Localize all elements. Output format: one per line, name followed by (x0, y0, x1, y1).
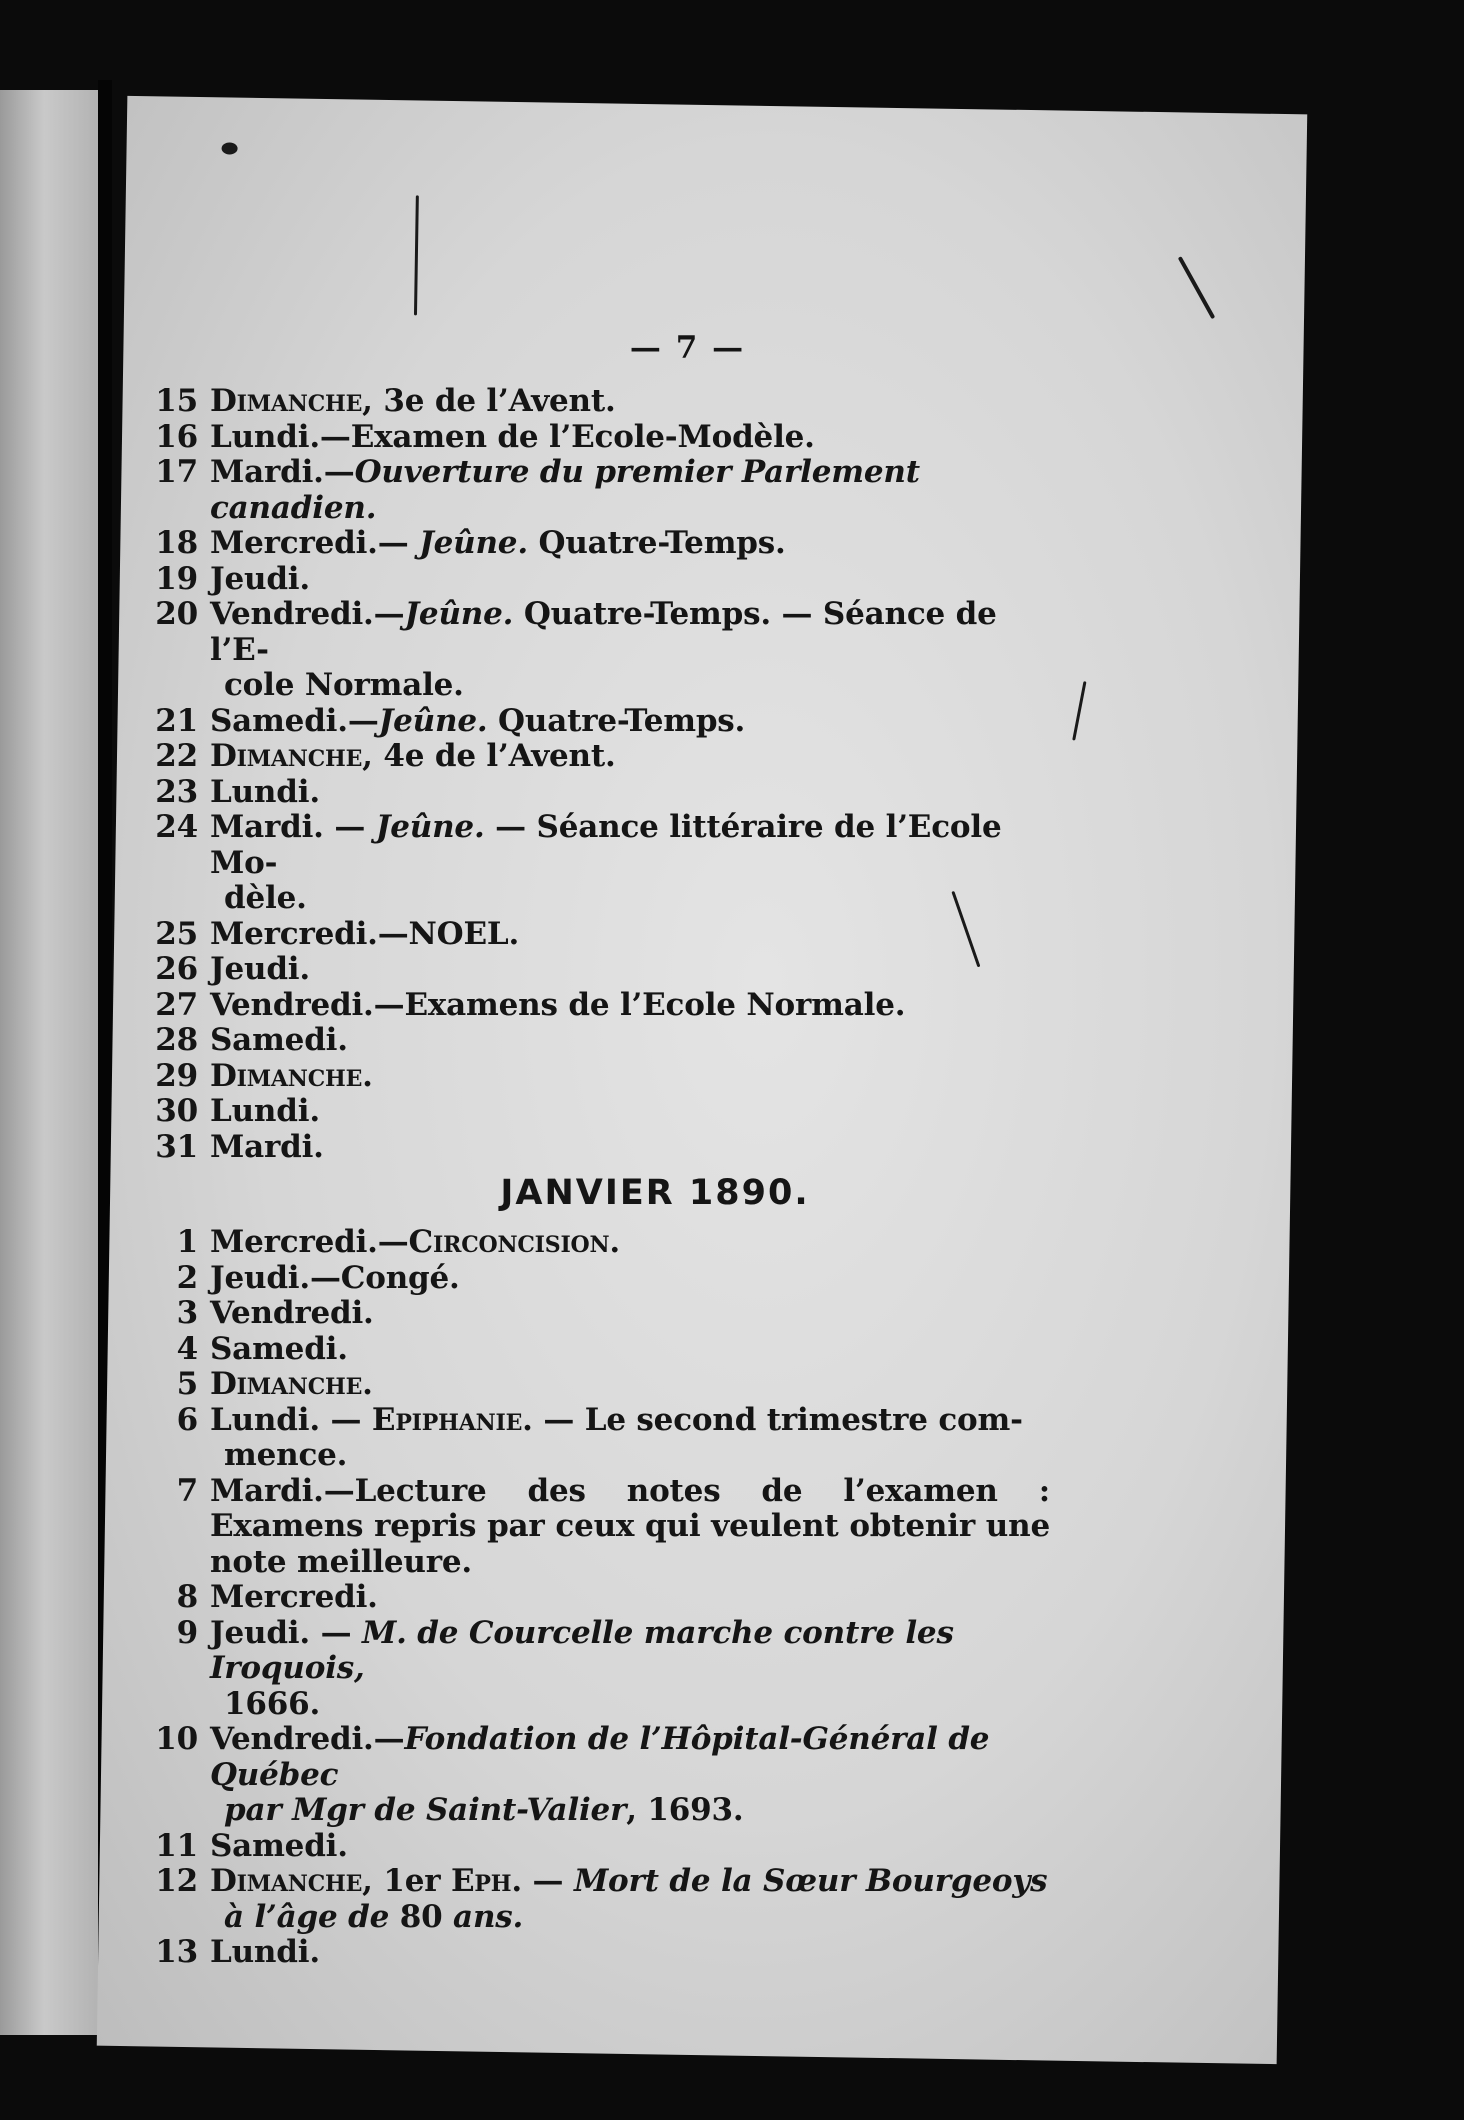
entry-body (210, 1225, 1050, 1261)
entry-text-run: Vendredi.— (210, 596, 405, 632)
entry-body (210, 562, 1050, 598)
entry-text-run: , 3e de l’Avent. (362, 383, 616, 419)
entry-text-run: Lundi. (210, 773, 320, 810)
entry-text-run: Mercredi.— (210, 525, 420, 561)
entry-text-run: Lundi. (210, 1093, 320, 1129)
entry-body (210, 1722, 1050, 1829)
entry-text-run: Samedi. (210, 1022, 348, 1058)
entry-text-run: Dimanche. (210, 1366, 373, 1402)
entry-body (210, 1474, 1050, 1581)
entry-text-run: Quatre-Temps. (527, 525, 786, 561)
entry-text-run: Dimanche. (210, 1057, 373, 1094)
calendar-entry (150, 1722, 1050, 1829)
calendar-entry (150, 1580, 1050, 1616)
entry-text-run: à l’âge de (224, 1898, 400, 1935)
calendar-entry (150, 1403, 1050, 1474)
day-number: 2 (176, 1259, 198, 1296)
day-number: 11 (155, 1827, 198, 1864)
day-number: 12 (155, 1863, 198, 1899)
entry-text-run: Mort de la Sœur Bourgeoys (573, 1863, 1048, 1899)
calendar-entry (150, 1225, 1050, 1261)
calendar-entry (150, 455, 1050, 526)
entry-text-run: Circoncision. (408, 1224, 621, 1260)
day-number: 17 (155, 454, 198, 490)
entry-text-run: Lundi. — (210, 1401, 372, 1438)
entry-text-run: Dimanche (210, 1863, 363, 1899)
calendar-entry (150, 952, 1050, 988)
calendar-entry (150, 1474, 1050, 1581)
entry-text-run: Quatre-Temps. — Séance de l’E- (210, 596, 997, 668)
calendar-entry (150, 1935, 1050, 1971)
entry-body (210, 1935, 1050, 1971)
calendar-entry (150, 562, 1050, 598)
page-content (150, 215, 1050, 1971)
entry-text-run: Mardi. — (210, 809, 376, 845)
calendar-entry (150, 420, 1050, 456)
december-list (150, 384, 1050, 1165)
entry-body (210, 384, 1050, 420)
entry-body (210, 597, 1050, 704)
entry-body (210, 1130, 1050, 1166)
entry-body (210, 1864, 1050, 1935)
ink-speck (1072, 681, 1086, 740)
day-number: 20 (155, 596, 198, 632)
calendar-entry (150, 775, 1050, 811)
day-number: 1 (176, 1224, 198, 1260)
entry-body (210, 1829, 1050, 1865)
day-number: 22 (155, 738, 198, 774)
day-number: 4 (176, 1330, 198, 1367)
entry-body (210, 952, 1050, 988)
ink-speck (221, 142, 237, 154)
calendar-entry (150, 704, 1050, 740)
entry-text-run: Samedi. (210, 1330, 348, 1367)
ink-speck (1178, 256, 1216, 319)
calendar-entry (150, 597, 1050, 704)
entry-text-run: — (521, 1863, 574, 1899)
day-number: 26 (155, 951, 198, 987)
entry-text-run: par Mgr de Saint-Valier (224, 1792, 627, 1828)
entry-text-run: Jeudi.—Congé. (210, 1259, 460, 1296)
day-number: 23 (155, 773, 198, 810)
entry-text-run: Samedi.— (210, 702, 379, 739)
calendar-entry (150, 1296, 1050, 1332)
day-number: 3 (176, 1295, 198, 1331)
entry-text-run: — Séance littéraire de l’Ecole Mo- (210, 809, 1002, 881)
calendar-entry (150, 1023, 1050, 1059)
january-list (150, 1225, 1050, 1971)
calendar-entry (150, 1367, 1050, 1403)
entry-text-run: Lundi.—Examen de l’Ecole-Modèle. (210, 418, 815, 455)
entry-body (210, 1616, 1050, 1723)
entry-text-run: Vendredi.— (210, 1721, 405, 1757)
entry-body (210, 1580, 1050, 1616)
entry-text-run: Ouverture du premier Parlement canadien. (210, 454, 920, 526)
calendar-entry (150, 810, 1050, 917)
entry-text-run: Jeûne. (404, 596, 514, 632)
entry-continuation (210, 1900, 1050, 1936)
day-number: 27 (155, 986, 198, 1023)
calendar-entry (150, 988, 1050, 1024)
entry-text-run: Jeûne. (378, 702, 488, 739)
entry-continuation: dèle. (224, 880, 307, 916)
entry-text-run: Jeudi. (210, 560, 310, 597)
entry-continuation: cole Normale. (224, 667, 464, 703)
day-number: 31 (155, 1128, 198, 1165)
entry-text-run: Mercredi.— (210, 1224, 409, 1260)
day-number: 7 (176, 1472, 198, 1509)
entry-body (210, 1403, 1050, 1474)
entry-text-run: , 1er (362, 1863, 451, 1899)
entry-text-run: Mercredi. (210, 1579, 378, 1615)
facing-page-edge (0, 90, 98, 2035)
calendar-entry (150, 384, 1050, 420)
entry-text-run: , 1693. (626, 1792, 744, 1828)
calendar-entry (150, 1261, 1050, 1297)
day-number: 28 (155, 1022, 198, 1058)
day-number: 21 (155, 702, 198, 739)
entry-text-run: — Le second trimestre com- (532, 1401, 1023, 1438)
entry-body (210, 988, 1050, 1024)
entry-body (210, 1059, 1050, 1095)
day-number: 24 (155, 809, 198, 845)
day-number: 13 (155, 1934, 198, 1970)
entry-body (210, 775, 1050, 811)
entry-text-run: Epiphanie. (371, 1401, 533, 1438)
entry-text-run: Fondation de l’Hôpital-Général de Québec (210, 1721, 990, 1793)
entry-text-run: Lundi. (210, 1934, 320, 1970)
day-number: 8 (176, 1579, 198, 1615)
entry-text-run: Dimanche (210, 383, 363, 419)
month-heading: JANVIER 1890. (500, 1173, 810, 1213)
calendar-entry (150, 917, 1050, 953)
day-number: 5 (176, 1366, 198, 1402)
entry-continuation: mence. (224, 1437, 348, 1473)
day-number: 25 (155, 915, 198, 952)
day-number: 9 (176, 1614, 198, 1651)
calendar-entry (150, 1616, 1050, 1723)
calendar-entry (150, 1864, 1050, 1935)
entry-body (210, 1261, 1050, 1297)
day-number: 18 (155, 525, 198, 561)
entry-body (210, 1094, 1050, 1130)
entry-text-run: Samedi. (210, 1827, 348, 1864)
entry-text-run: , 4e de l’Avent. (362, 738, 616, 774)
calendar-entry (150, 1059, 1050, 1095)
entry-text-run: Dimanche (210, 738, 363, 774)
entry-text-run: Mercredi.—NOEL. (210, 915, 520, 952)
entry-body (210, 704, 1050, 740)
entry-body (210, 420, 1050, 456)
entry-body (210, 526, 1050, 562)
entry-text-run: Eph. (450, 1863, 522, 1899)
entry-continuation (210, 1793, 1050, 1829)
entry-text-run: 80 (399, 1898, 443, 1935)
entry-body (210, 1296, 1050, 1332)
entry-body (210, 739, 1050, 775)
entry-text-run: Jeûne. (375, 809, 485, 845)
entry-text-run: Jeudi. (210, 951, 310, 987)
entry-text-run: M. de Courcelle marche contre les Iroquois, (210, 1614, 954, 1686)
entry-text-run: Mardi.—Lecture des notes de l’examen : Examens repris par ceux qui veulent obtenir une note meilleure. (210, 1472, 1050, 1580)
day-number: 29 (155, 1057, 198, 1094)
calendar-entry (150, 1829, 1050, 1865)
day-number: 15 (155, 383, 198, 419)
day-number: 19 (155, 560, 198, 597)
entry-text-run: Mardi.— (210, 454, 355, 490)
entry-text-run: Mardi. (210, 1128, 324, 1165)
day-number: 6 (176, 1401, 198, 1438)
entry-text-run: ans. (442, 1898, 524, 1935)
day-number: 30 (155, 1093, 198, 1129)
calendar-entry (150, 1130, 1050, 1166)
day-number: 10 (155, 1721, 198, 1757)
page-number: — 7 — (629, 330, 746, 366)
entry-body (210, 810, 1050, 917)
entry-body (210, 917, 1050, 953)
entry-text-run: Vendredi.—Examens de l’Ecole Normale. (210, 986, 906, 1023)
entry-body (210, 1023, 1050, 1059)
entry-text-run: Jeudi. — (210, 1614, 362, 1651)
calendar-entry (150, 739, 1050, 775)
day-number: 16 (155, 418, 198, 455)
entry-text-run: Jeûne. (419, 525, 528, 561)
entry-body (210, 455, 1050, 526)
calendar-entry (150, 1094, 1050, 1130)
entry-text-run: Vendredi. (210, 1295, 374, 1331)
calendar-entry (150, 526, 1050, 562)
entry-body (210, 1332, 1050, 1368)
calendar-entry (150, 1332, 1050, 1368)
entry-body (210, 1367, 1050, 1403)
entry-continuation: 1666. (224, 1685, 321, 1722)
entry-text-run: Quatre-Temps. (487, 702, 746, 739)
